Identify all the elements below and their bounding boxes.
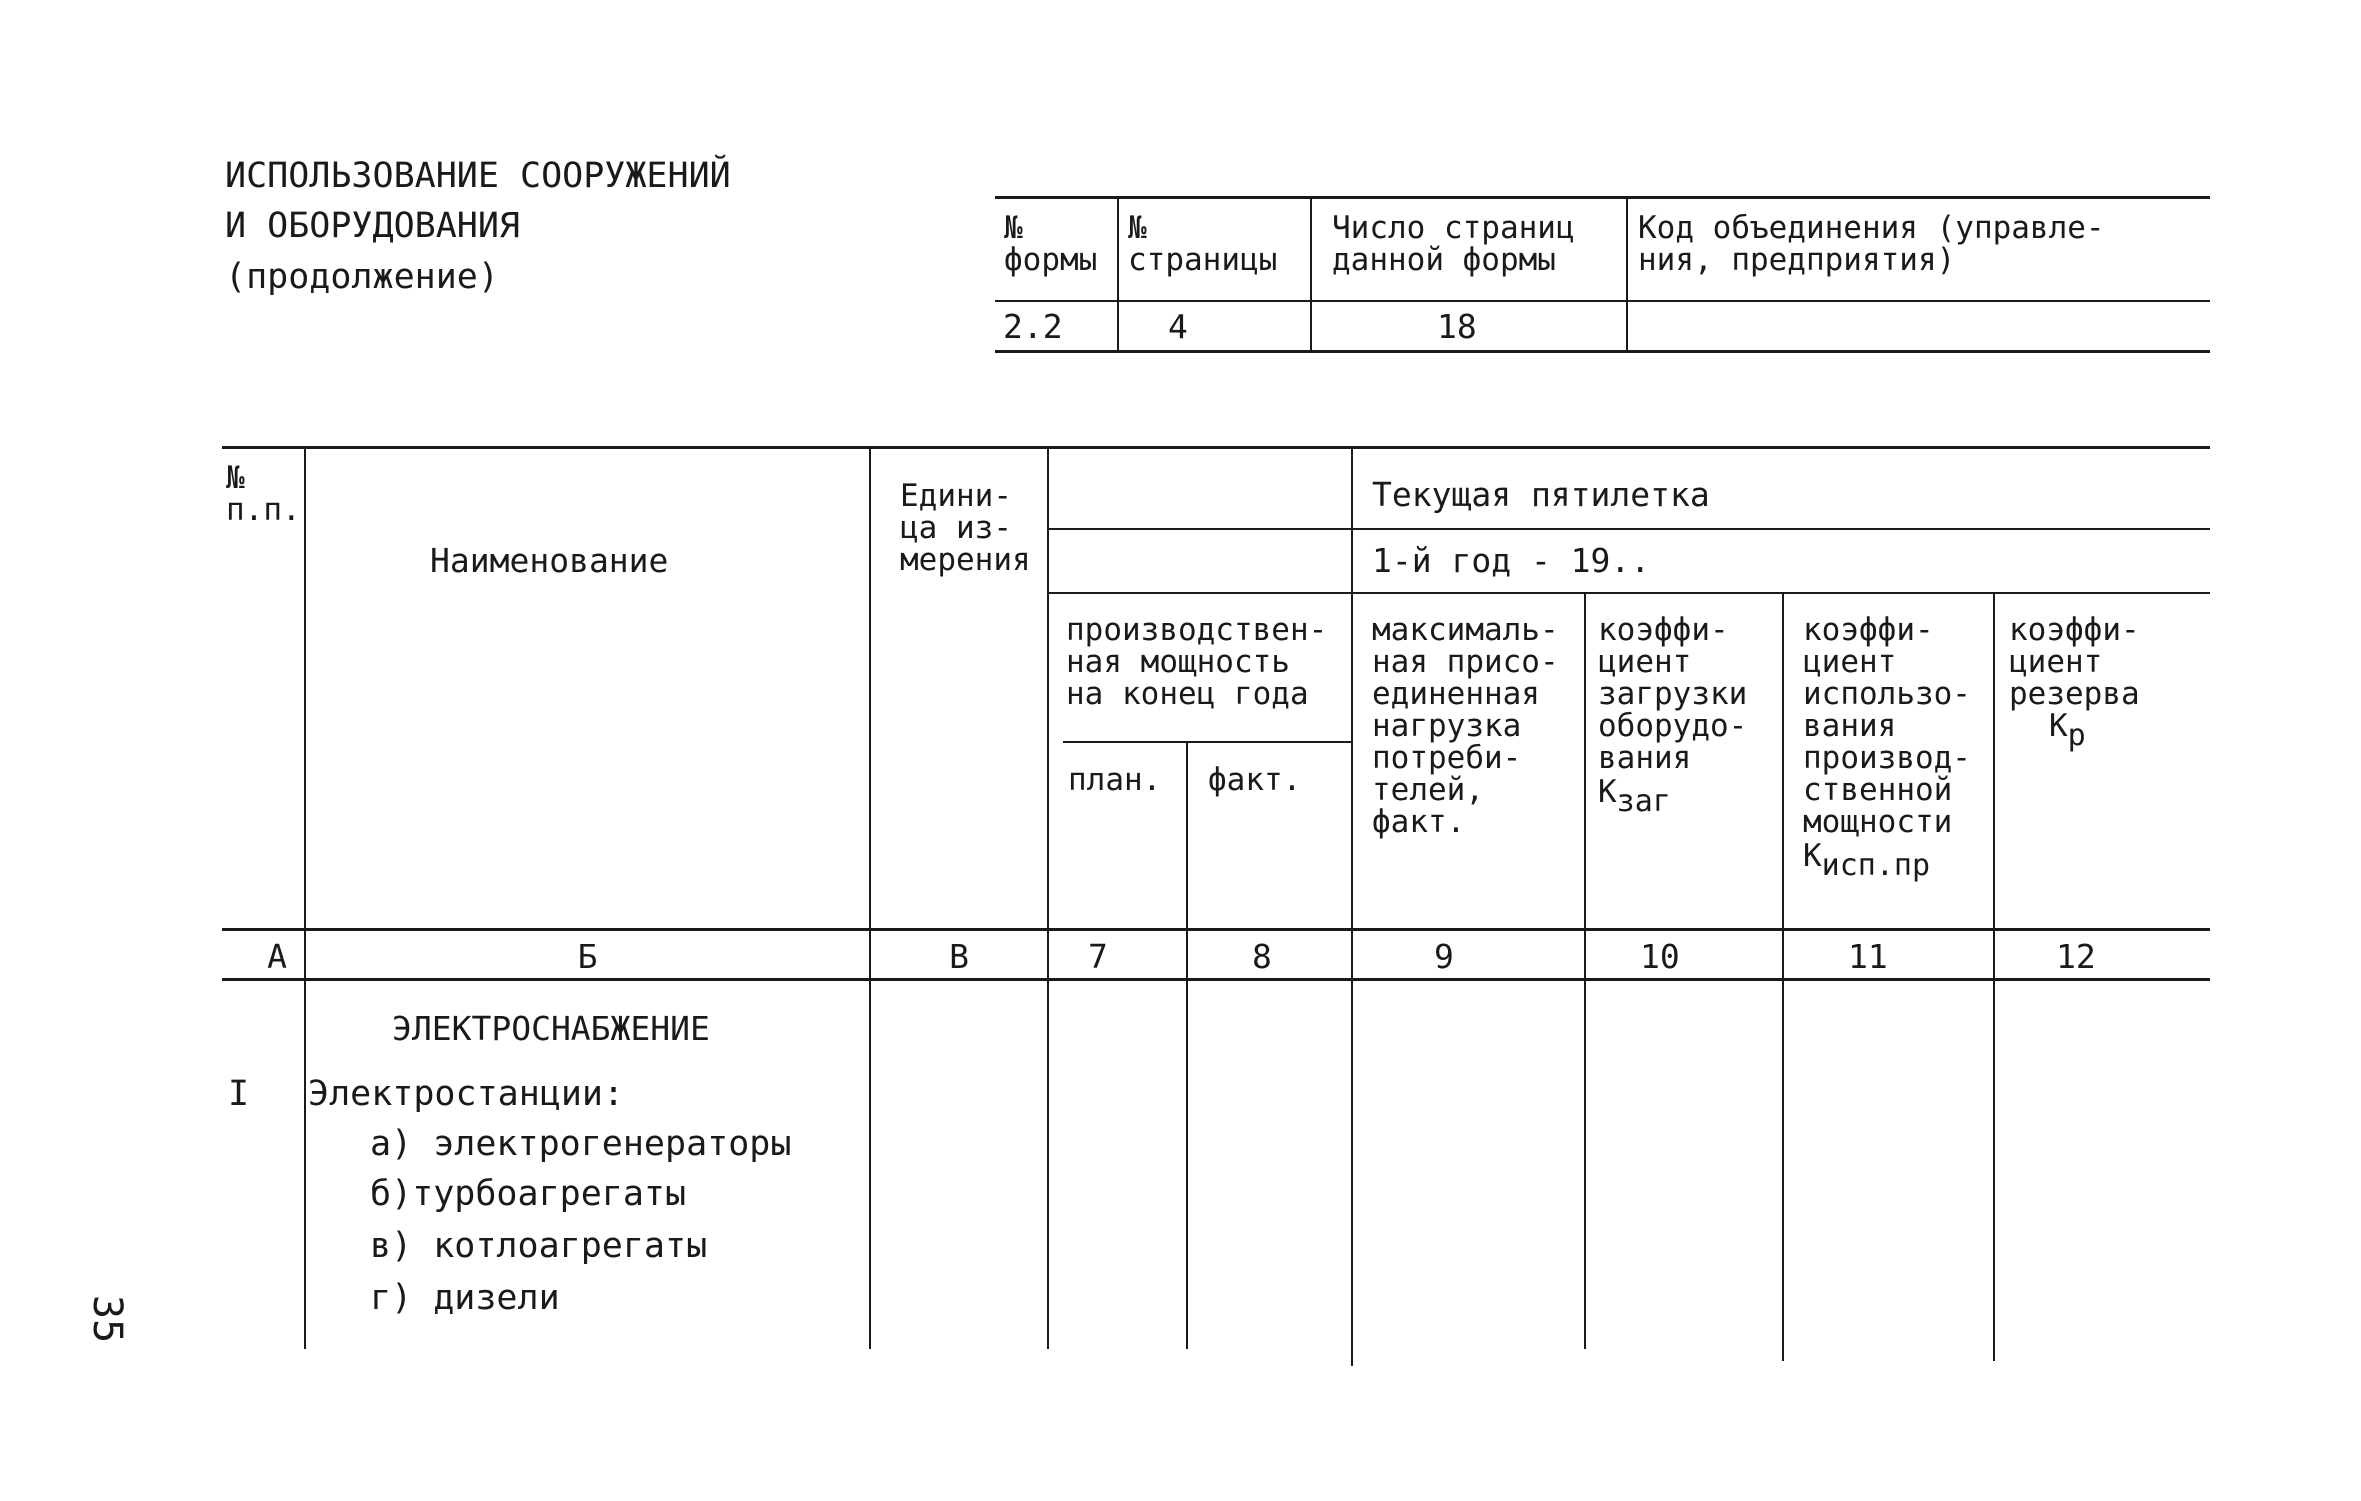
codes-bottom-rule bbox=[222, 978, 2210, 981]
page-number-value: 4 bbox=[1168, 307, 1188, 346]
fact-subheader: факт. bbox=[1208, 762, 1302, 798]
page-number: 35 bbox=[84, 1295, 130, 1344]
column-code: 10 bbox=[1640, 937, 1680, 976]
col-divider-plan bbox=[1186, 741, 1188, 1349]
capacity-header: производствен- ная мощность на конец года bbox=[1066, 612, 1328, 712]
form-info-divider bbox=[1626, 196, 1628, 350]
max-load-header: максималь- ная присо- единенная нагрузка потреби- телей, факт. bbox=[1372, 612, 1559, 840]
form-number-header: № формы bbox=[1004, 210, 1098, 278]
sub-item: а) электрогенераторы bbox=[370, 1124, 792, 1164]
page-count-value: 18 bbox=[1437, 307, 1477, 346]
table-top-rule bbox=[222, 446, 2210, 449]
col-divider-11 bbox=[1993, 592, 1995, 1361]
usage-coef-symbol: Кисп.пр bbox=[1803, 838, 1931, 883]
form-info-mid-rule bbox=[995, 300, 2210, 302]
col-divider-num bbox=[304, 446, 306, 1349]
col-divider-10 bbox=[1782, 592, 1784, 1361]
year-header: 1-й год - 19.. bbox=[1372, 541, 1651, 580]
title-line-1: ИСПОЛЬЗОВАНИЕ СООРУЖЕНИЙ bbox=[225, 156, 731, 196]
form-info-bottom-rule bbox=[995, 350, 2210, 353]
five-year-header: Текущая пятилетка bbox=[1372, 475, 1710, 514]
form-info-divider bbox=[1310, 196, 1312, 350]
column-code: 7 bbox=[1088, 937, 1108, 976]
column-code: Б bbox=[577, 937, 598, 976]
num-column-header: № п.п. bbox=[226, 460, 301, 528]
row-number: I bbox=[228, 1074, 250, 1114]
year-rule bbox=[1047, 592, 2210, 594]
column-code: А bbox=[267, 937, 287, 976]
header-bottom-rule bbox=[222, 928, 2210, 931]
title-line-2: И ОБОРУДОВАНИЯ bbox=[225, 206, 521, 246]
sub-item: б)турбоагрегаты bbox=[370, 1174, 687, 1214]
unit-column-header: Едини- ца из- мерения bbox=[900, 478, 1031, 578]
five-year-rule bbox=[1047, 528, 2210, 530]
name-column-header: Наименование bbox=[430, 541, 669, 580]
col-divider-name bbox=[869, 446, 871, 1349]
column-code: В bbox=[949, 937, 969, 976]
sub-item: г) дизели bbox=[370, 1278, 560, 1318]
row-label: Электростанции: bbox=[308, 1074, 625, 1114]
column-code: 9 bbox=[1434, 937, 1454, 976]
col-divider-9 bbox=[1584, 592, 1586, 1349]
reserve-coef-symbol: Кр bbox=[2049, 708, 2086, 753]
sub-item: в) котлоагрегаты bbox=[370, 1226, 708, 1266]
plan-subheader: план. bbox=[1068, 762, 1162, 798]
usage-coef-header: коэффи- циент использо- вания производ- ственной мощности bbox=[1803, 612, 1971, 840]
reserve-coef-header: коэффи- циент резерва bbox=[2009, 612, 2140, 712]
column-code: 8 bbox=[1252, 937, 1272, 976]
col-divider-fact bbox=[1351, 446, 1353, 1366]
form-number-value: 2.2 bbox=[1003, 307, 1063, 346]
column-code: 11 bbox=[1848, 937, 1888, 976]
page-number-header: № страницы bbox=[1128, 210, 1278, 278]
column-code: 12 bbox=[2056, 937, 2096, 976]
section-title: ЭЛЕКТРОСНАБЖЕНИЕ bbox=[392, 1009, 710, 1048]
form-info-divider bbox=[1117, 196, 1119, 350]
load-coef-symbol: Кзаг bbox=[1598, 774, 1671, 819]
page-count-header: Число страниц данной формы bbox=[1332, 210, 1575, 278]
col-divider-unit bbox=[1047, 446, 1049, 1349]
form-info-top-rule bbox=[995, 196, 2210, 199]
reserve-coef-cell bbox=[2009, 612, 2140, 753]
load-coef-cell bbox=[1598, 612, 1748, 819]
org-code-header: Код объединения (управле- ния, предприятия) bbox=[1638, 210, 2105, 278]
capacity-rule bbox=[1063, 741, 1353, 743]
load-coef-header: коэффи- циент загрузки оборудо- вания bbox=[1598, 612, 1748, 776]
usage-coef-cell bbox=[1803, 612, 1971, 883]
title-line-3: (продолжение) bbox=[225, 257, 499, 297]
